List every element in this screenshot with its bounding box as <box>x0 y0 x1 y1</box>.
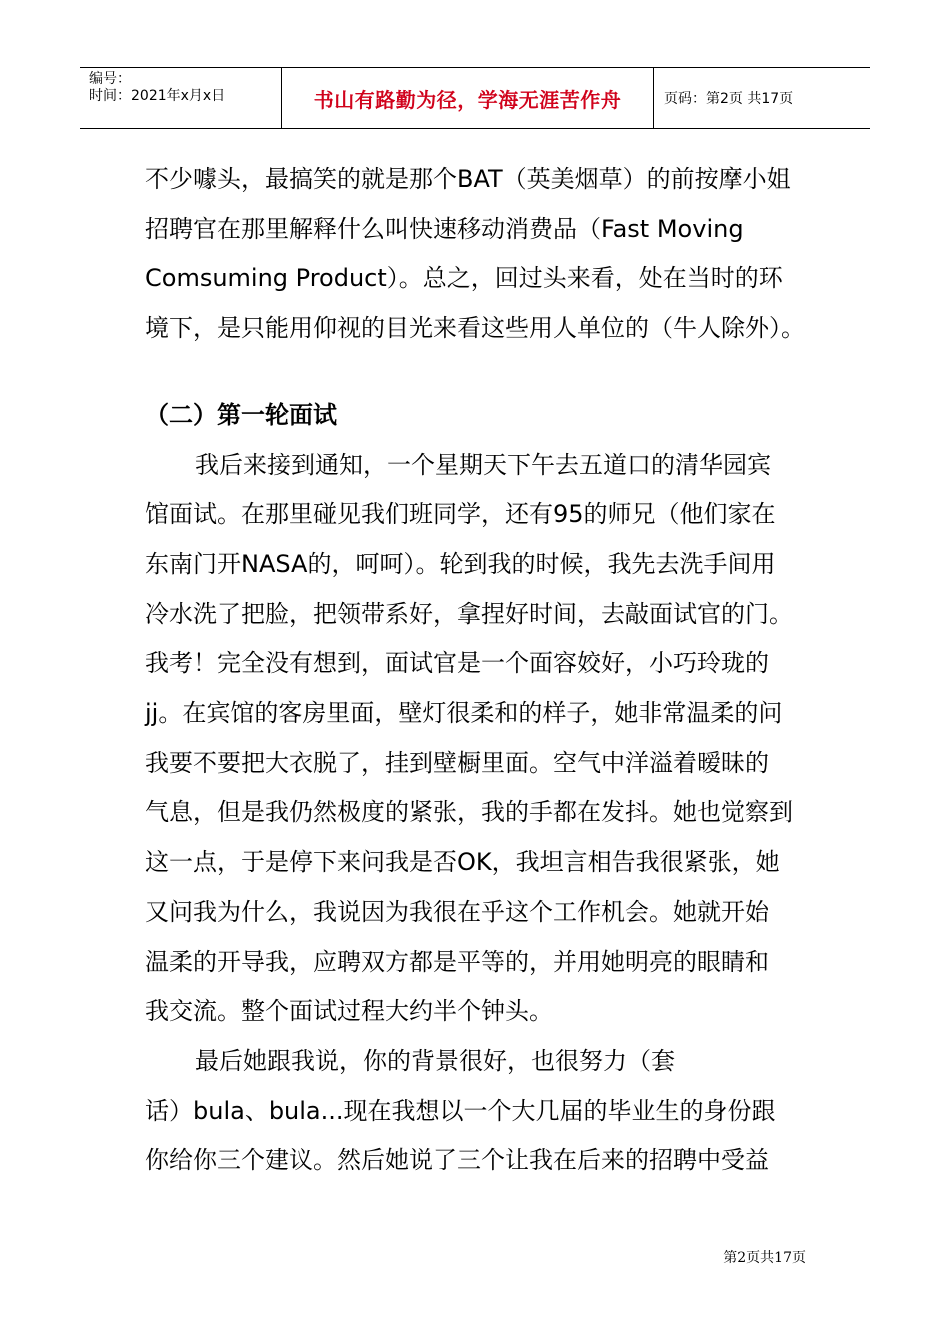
header-page-code: 页码：第2页 共17页 <box>664 91 794 107</box>
header-meta-cell <box>80 68 282 128</box>
document-header <box>80 67 870 129</box>
body-line: 我要不要把大衣脱了，挂到壁橱里面。空气中洋溢着暧昧的 <box>145 748 769 777</box>
body-line: 气息，但是我仍然极度的紧张，我的手都在发抖。她也觉察到 <box>145 798 793 827</box>
body-line: 不少噱头，最搞笑的就是那个BAT（英美烟草）的前按摩小姐 <box>145 165 791 193</box>
body-line: 招聘官在那里解释什么叫快速移动消费品（Fast Moving <box>145 214 744 243</box>
document-number-label: 编号： <box>89 71 131 87</box>
header-page-cell <box>654 68 870 128</box>
body-line: 东南门开NASA的，呵呵）。轮到我的时候，我先去洗手间用 <box>145 549 776 578</box>
body-line: 馆面试。在那里碰见我们班同学，还有95的师兄（他们家在 <box>145 500 776 529</box>
document-body <box>145 155 825 1186</box>
body-line: 这一点，于是停下来问我是否OK，我坦言相告我很紧张，她 <box>145 848 780 877</box>
body-line: jj。在宾馆的客房里面，壁灯很柔和的样子，她非常温柔的问 <box>145 699 783 728</box>
body-line: 话）bula、bula...现在我想以一个大几届的毕业生的身份跟 <box>145 1096 776 1125</box>
body-line: 境下，是只能用仰视的目光来看这些用人单位的（牛人除外）。 <box>145 314 805 343</box>
body-line: 我交流。整个面试过程大约半个钟头。 <box>145 997 553 1026</box>
body-line: 你给你三个建议。然后她说了三个让我在后来的招聘中受益 <box>145 1146 769 1175</box>
footer-page-number: 第2页共17页 <box>723 1250 806 1266</box>
header-motto-cell <box>282 68 654 128</box>
body-line: 冷水洗了把脸，把领带系好，拿捏好时间，去敲面试官的门。 <box>145 599 793 628</box>
body-line: Comsuming Product）。总之，回过头来看，处在当时的环 <box>145 264 783 293</box>
body-line: 温柔的开导我，应聘双方都是平等的，并用她明亮的眼睛和 <box>145 947 769 976</box>
body-line: 我后来接到通知，一个星期天下午去五道口的清华园宾 <box>195 450 771 479</box>
document-time-label: 时间：2021年x月x日 <box>89 88 226 104</box>
section-heading: （二）第一轮面试 <box>145 400 337 429</box>
body-line: 又问我为什么，我说因为我很在乎这个工作机会。她就开始 <box>145 897 769 926</box>
body-line: 我考！完全没有想到，面试官是一个面容姣好，小巧玲珑的 <box>145 649 769 678</box>
body-line: 最后她跟我说，你的背景很好，也很努力（套 <box>195 1046 675 1075</box>
header-motto: 书山有路勤为径，学海无涯苦作舟 <box>313 87 622 112</box>
